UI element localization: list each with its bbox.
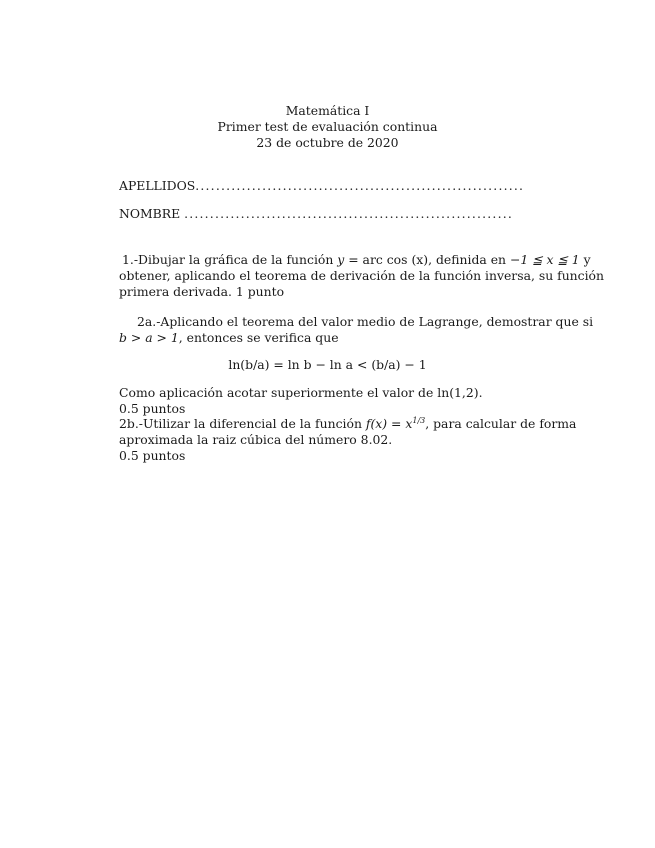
- question-2b-line-2: aproximada la raiz cúbica del número 8.02.: [119, 432, 393, 447]
- question-2b: [119, 415, 577, 464]
- question-1-line-1: 1.-Dibujar la gráfica de la función y = arc cos (x), definida en −1 ≦ x ≦ 1 y: [122, 252, 591, 267]
- question-2a-points: 0.5 puntos: [119, 401, 186, 416]
- application-text: Como aplicación acotar superiormente el valor de ln(1,2).: [119, 385, 483, 400]
- question-2a-application: [119, 385, 537, 417]
- question-2a-line-2: b > a > 1, entonces se verifica que: [119, 330, 339, 345]
- course-title: Matemática I: [285, 103, 370, 118]
- surnames-dots: ................................................................: [195, 178, 525, 193]
- test-title: Primer test de evaluación continua: [217, 119, 438, 134]
- question-2b-line-1: 2b.-Utilizar la diferencial de la función $f(x) = x^{1/3}$, para calcular de forma: [119, 415, 577, 431]
- lagrange-formula: ln(b/a) = ln b − ln a < (b/a) − 1: [228, 357, 427, 372]
- question-2a-line-1: 2a.-Aplicando el teorema del valor medio de Lagrange, demostrar que si: [137, 314, 594, 329]
- surnames-field: [119, 178, 537, 194]
- name-label: NOMBRE: [119, 206, 185, 221]
- exam-date: 23 de octubre de 2020: [256, 135, 399, 150]
- name-dots: ................................................................: [184, 206, 513, 221]
- question-1-line-2: obtener, aplicando el teorema de derivación de la función inversa, su función: [119, 268, 605, 283]
- surnames-label: APELLIDOS: [119, 178, 196, 193]
- question-2a: [119, 314, 594, 346]
- question-1-line-3: primera derivada. 1 punto: [119, 284, 285, 299]
- exam-header: [0, 103, 655, 151]
- question-2b-points: 0.5 puntos: [119, 448, 186, 463]
- name-field: [119, 206, 537, 222]
- question-1: [119, 252, 605, 300]
